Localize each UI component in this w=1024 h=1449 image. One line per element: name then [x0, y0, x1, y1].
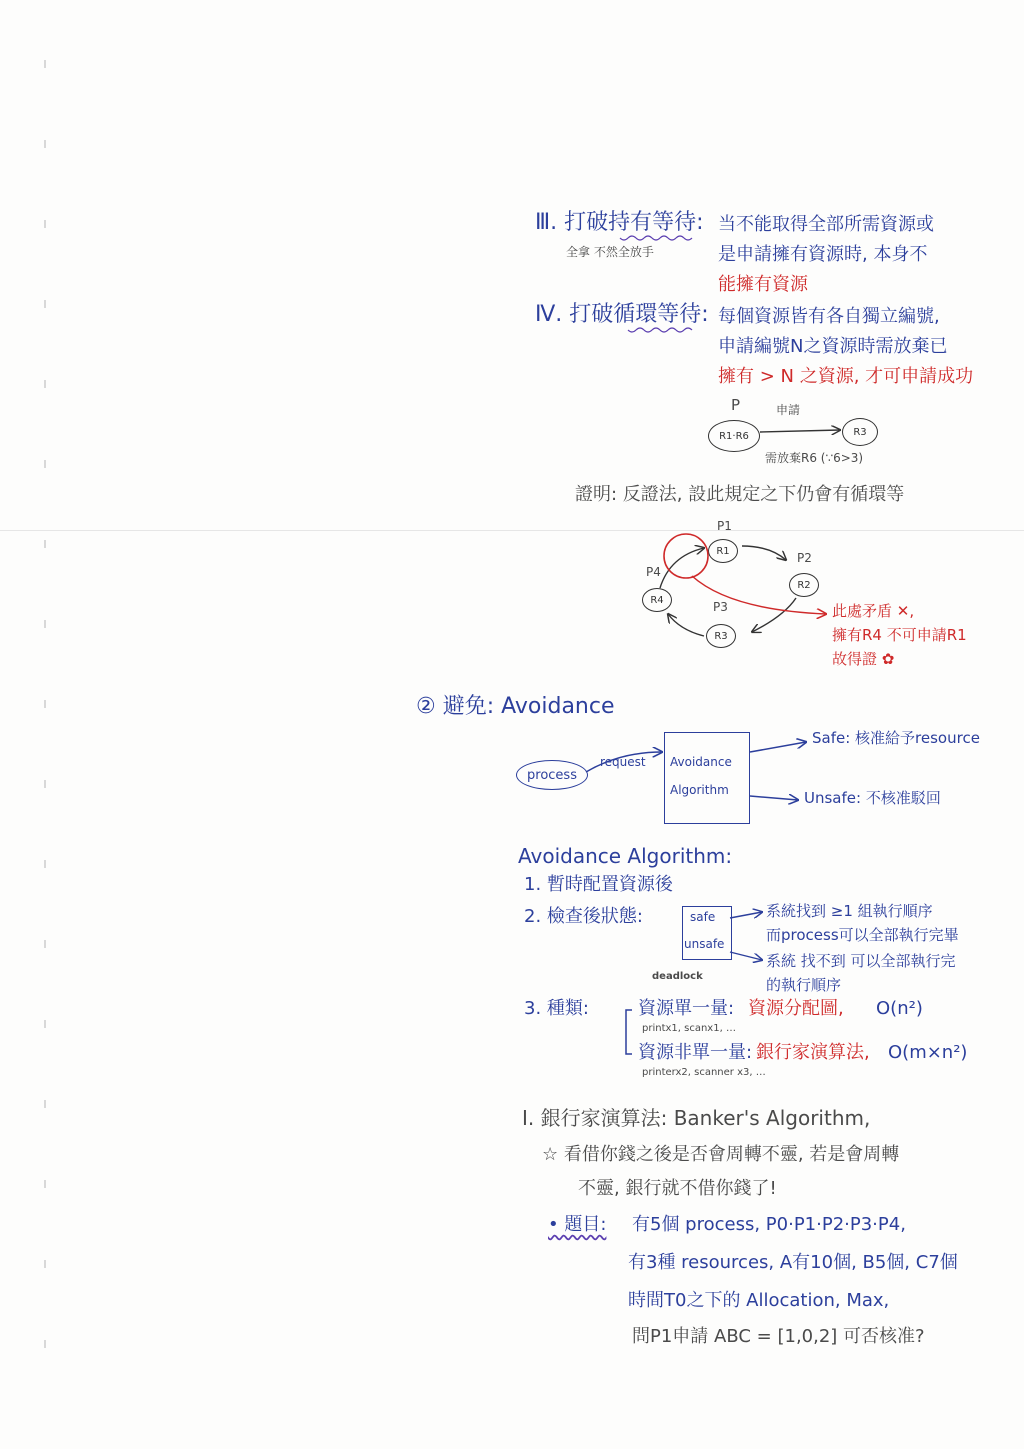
section4-underline [628, 328, 692, 332]
multi-algo: 銀行家演算法, [756, 1042, 870, 1063]
cycle-r4: R4 [642, 588, 672, 612]
section4-line3: 擁有 > N 之資源, 才可申請成功 [718, 366, 974, 387]
question-line1: 有5個 process, P0·P1·P2·P3·P4, [632, 1214, 906, 1235]
cycle-r1: R1 [708, 539, 738, 563]
section3-line3: 能擁有資源 [718, 274, 808, 295]
request-arrow [760, 430, 840, 432]
section3-heading: Ⅲ. 打破持有等待: [535, 210, 704, 235]
algo-title: Avoidance Algorithm: [518, 844, 733, 868]
r3-node: R3 [842, 418, 878, 446]
unsafe-arrow [730, 952, 762, 960]
algo-step2: 2. 檢查後狀態: [524, 906, 643, 927]
multi-title: 資源非單一量: [638, 1042, 753, 1063]
state-unsafe: unsafe [684, 937, 725, 951]
section3-note: 全拿 不然全放手 [566, 245, 654, 259]
banker-title: Ⅰ. 銀行家演算法: Banker's Algorithm, [522, 1106, 871, 1130]
unsafe-outcome: Unsafe: 不核准駁回 [804, 789, 941, 807]
cycle-arrow-1 [742, 546, 786, 560]
cycle-p4: P4 [646, 565, 661, 579]
cycle-r3: R3 [706, 624, 736, 648]
safe-desc2: 而process可以全部執行完畢 [766, 926, 959, 944]
multi-cost: O(m×n²) [888, 1042, 968, 1063]
single-title: 資源單一量: [638, 998, 735, 1019]
cycle-arrow-2 [752, 598, 796, 632]
holding-resources-node: R1·R6 [708, 420, 760, 452]
banker-star-line1: ☆ 看借你錢之後是否會周轉不靈, 若是會周轉 [542, 1144, 900, 1165]
unsafe-desc2: 的執行順序 [766, 976, 842, 994]
deadlock-label: deadlock [652, 971, 703, 982]
process-to-algo-arrow [586, 752, 662, 772]
algo-box-line2: Algorithm [670, 783, 729, 797]
section3-underline [620, 236, 692, 240]
question-line2: 有3種 resources, A有10個, B5個, C7個 [628, 1252, 958, 1273]
banker-star-line2: 不靈, 銀行就不借你錢了! [578, 1178, 777, 1199]
section4-heading: Ⅳ. 打破循環等待: [535, 302, 709, 327]
single-algo: 資源分配圖, [748, 998, 844, 1019]
request-arrow-label: 申請 [776, 403, 801, 417]
cycle-arrow-4 [660, 548, 704, 588]
cycle-p3: P3 [713, 600, 728, 614]
cycle-arrow-3 [668, 614, 704, 636]
algo-to-unsafe-arrow [750, 796, 798, 800]
contradiction-arrow [692, 576, 826, 614]
algo-step1: 1. 暫時配置資源後 [524, 874, 673, 895]
algo-to-safe-arrow [750, 742, 806, 752]
section4-line2: 申請編號N之資源時需放棄已 [718, 336, 948, 357]
multi-example: printerx2, scanner x3, … [642, 1067, 766, 1078]
release-note: 需放棄R6 (∵6>3) [765, 451, 864, 465]
process-node: process [516, 760, 588, 790]
cycle-r2: R2 [789, 573, 819, 597]
safe-arrow [730, 912, 762, 918]
algo-box-line1: Avoidance [670, 755, 732, 769]
safe-desc1: 系統找到 ≥1 組執行順序 [766, 902, 933, 920]
question-line4: 問P1申請 ABC = [1,0,2] 可否核准? [632, 1326, 925, 1347]
cycle-p2: P2 [797, 551, 812, 565]
contradiction-circle [664, 534, 708, 578]
section4-line1: 每個資源皆有各自獨立編號, [718, 306, 940, 327]
single-example: printx1, scanx1, … [642, 1023, 736, 1034]
single-cost: O(n²) [876, 998, 923, 1019]
contradiction-line3: 故得證 ✿ [832, 650, 895, 668]
algo-step3: 3. 種類: [524, 998, 589, 1019]
safe-outcome: Safe: 核准給予resource [812, 729, 980, 747]
cycle-p1: P1 [717, 519, 732, 533]
contradiction-line2: 擁有R4 不可申請R1 [832, 626, 967, 644]
avoidance-heading: ② 避免: Avoidance [416, 694, 615, 719]
request-label: request [600, 755, 646, 769]
section3-line1: 当不能取得全部所需資源或 [718, 214, 934, 235]
unsafe-desc1: 系統 找不到 可以全部執行完 [766, 952, 956, 970]
diagram-p-label: P [731, 396, 741, 414]
contradiction-line1: 此處矛盾 ✕, [832, 602, 915, 620]
question-line3: 時間T0之下的 Allocation, Max, [628, 1290, 890, 1311]
section3-line2: 是申請擁有資源時, 本身不 [718, 244, 928, 265]
kinds-bracket [626, 1010, 632, 1054]
state-safe: safe [690, 910, 716, 924]
question-label: • 題目: [548, 1214, 607, 1235]
proof-text: 證明: 反證法, 設此規定之下仍會有循環等 [575, 484, 905, 505]
